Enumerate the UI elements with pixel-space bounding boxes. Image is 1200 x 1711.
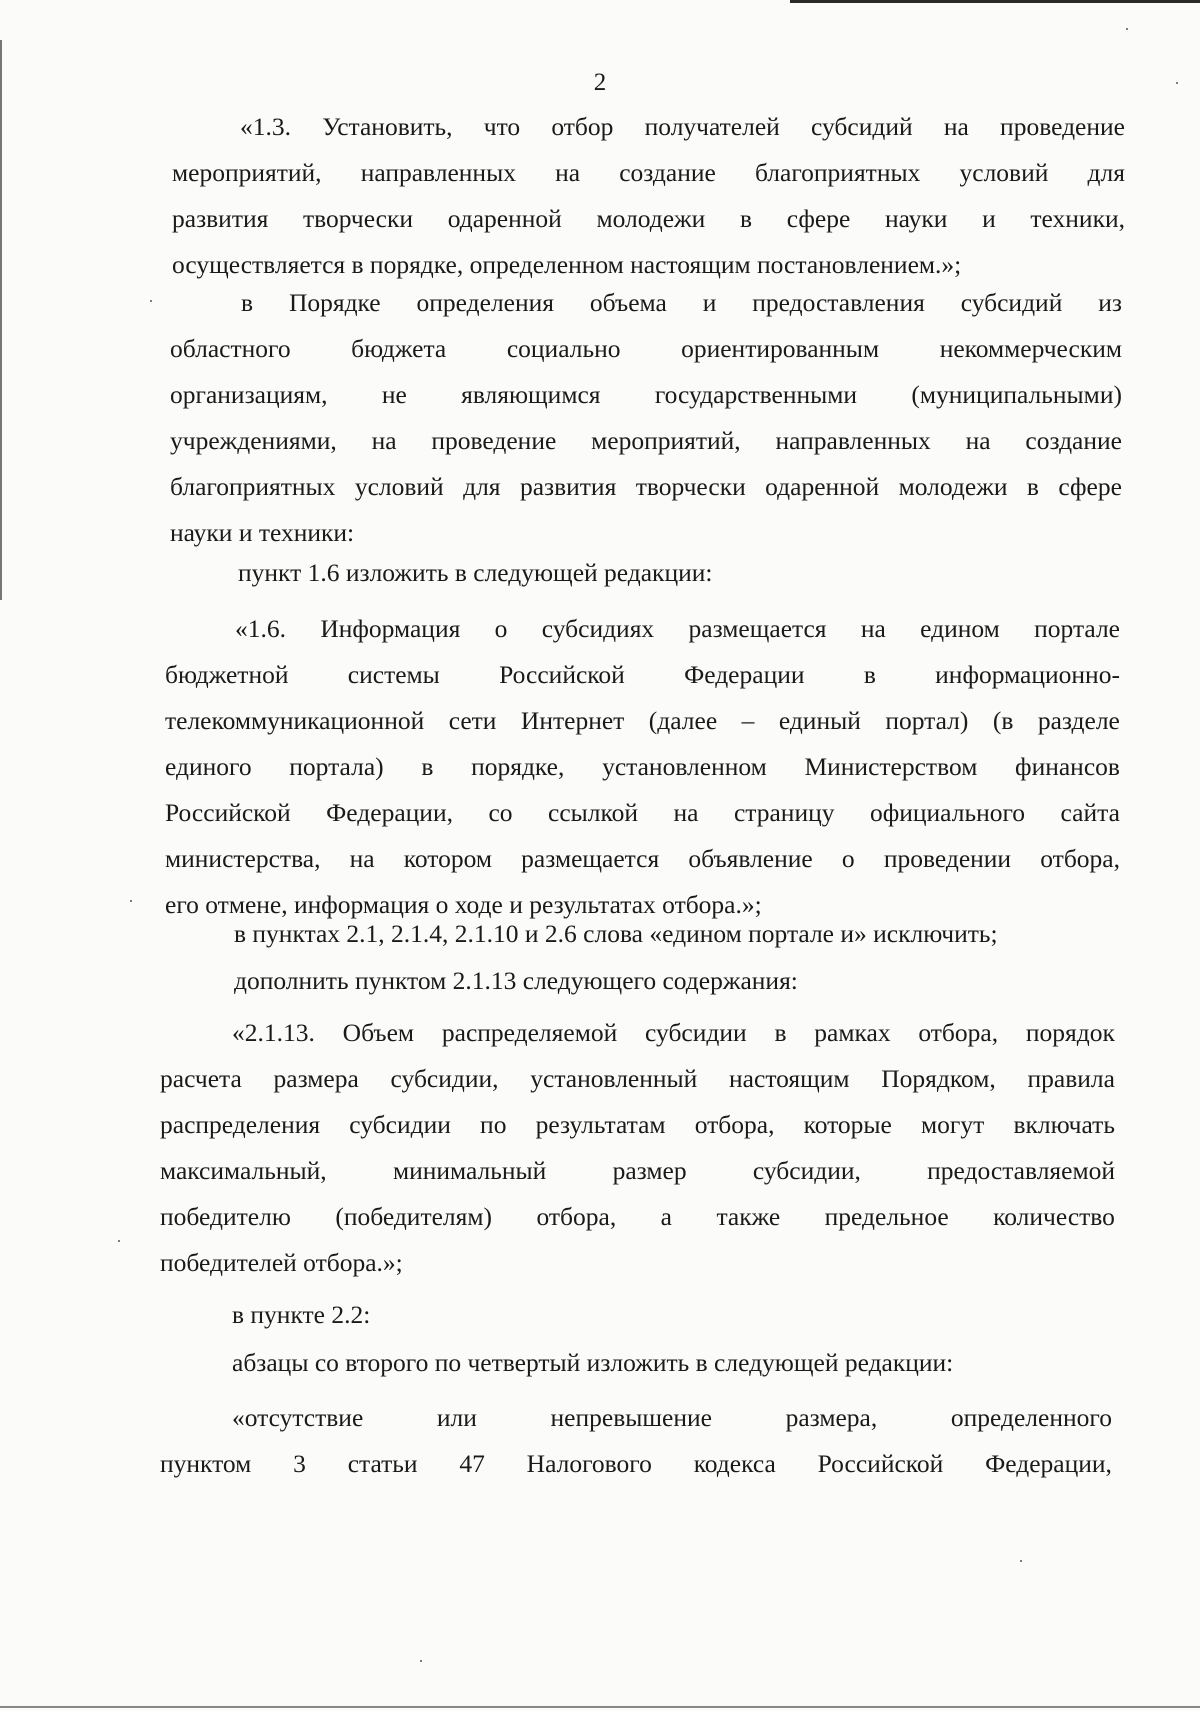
paragraph-line: в пунктах 2.1, 2.1.4, 2.1.10 и 2.6 слова «едином портале и» исключить; <box>234 919 998 948</box>
paragraph-line <box>160 1148 1115 1194</box>
paragraph-line <box>170 418 1122 464</box>
word: и <box>702 288 717 317</box>
word: порядок <box>1025 1018 1115 1047</box>
word: техники, <box>1030 204 1125 233</box>
word: на <box>860 614 886 643</box>
scan-speck <box>130 900 132 902</box>
word: бюджета <box>351 334 447 363</box>
word: «1.3. <box>240 112 291 141</box>
word: мероприятий, <box>591 426 741 455</box>
word: учреждениями, <box>170 426 337 455</box>
word: не <box>381 380 407 409</box>
word: получателей <box>644 112 780 141</box>
word: в <box>421 752 434 781</box>
word: 47 <box>459 1449 485 1478</box>
word: молодежи <box>898 472 1008 501</box>
word: объема <box>589 288 667 317</box>
paragraph-line <box>165 836 1120 882</box>
word: размера, <box>785 1403 878 1432</box>
word: размещается <box>688 614 827 643</box>
word: определенного <box>950 1403 1112 1432</box>
word: отбора, <box>1040 844 1120 873</box>
word: Интернет <box>520 706 625 735</box>
scan-edge-bottom <box>0 1706 1200 1708</box>
word: минимальный <box>392 1156 547 1185</box>
word: субсидии <box>349 1110 451 1139</box>
word: ориентированным <box>681 334 880 363</box>
word: страницу <box>733 798 835 827</box>
word: в <box>774 1018 787 1047</box>
word: о <box>494 614 508 643</box>
word: на <box>349 844 375 873</box>
word: организациям, <box>170 380 328 409</box>
word: (муниципальными) <box>911 380 1122 409</box>
word: установленном <box>602 752 767 781</box>
word: которые <box>803 1110 892 1139</box>
word: творчески <box>303 204 414 233</box>
word: (победителям) <box>335 1202 493 1231</box>
paragraph-line <box>172 150 1125 196</box>
paragraph-line: науки и техники: <box>170 518 355 547</box>
word: Порядком, <box>881 1064 996 1093</box>
word: проведение <box>431 426 557 455</box>
word: объявление <box>688 844 813 873</box>
word: портал) <box>885 706 969 735</box>
word: отбора, <box>694 1110 775 1139</box>
word: на <box>371 426 397 455</box>
word: распределяемой <box>441 1018 618 1047</box>
paragraph-line <box>170 464 1122 510</box>
word: единого <box>165 752 252 781</box>
word: Объем <box>342 1018 415 1047</box>
word: условий <box>959 158 1049 187</box>
word: сайта <box>1060 798 1120 827</box>
word: одаренной <box>447 204 562 233</box>
paragraph-line: пункт 1.6 изложить в следующей редакции: <box>238 558 713 587</box>
word: максимальный, <box>160 1156 327 1185</box>
word: телекоммуникационной <box>165 706 425 735</box>
word: статьи <box>347 1449 418 1478</box>
word: Российской <box>165 798 291 827</box>
word: условий <box>354 472 444 501</box>
word: Налогового <box>526 1449 652 1478</box>
paragraph-line <box>232 1395 1112 1441</box>
word: расчета <box>160 1064 242 1093</box>
scan-speck <box>420 1660 422 1662</box>
paragraph-line <box>160 1056 1115 1102</box>
word: настоящим <box>729 1064 850 1093</box>
scan-speck <box>1126 28 1128 30</box>
word: бюджетной <box>165 660 289 689</box>
word: сети <box>448 706 497 735</box>
word: Установить, <box>322 112 453 141</box>
scan-edge-left <box>0 40 2 600</box>
word: разделе <box>1037 706 1120 735</box>
paragraph-line <box>172 196 1125 242</box>
word: в <box>241 288 254 317</box>
word: субсидии, <box>390 1064 499 1093</box>
word: также <box>716 1202 781 1231</box>
word: установленный <box>530 1064 698 1093</box>
paragraph-line: его отмене, информация о ходе и результатах отбора.»; <box>165 890 762 919</box>
word: предельное <box>824 1202 949 1231</box>
word: субсидий <box>811 112 913 141</box>
word: определения <box>416 288 555 317</box>
word: победителю <box>160 1202 291 1231</box>
word: Министерством <box>804 752 978 781</box>
word: системы <box>347 660 440 689</box>
paragraph-line <box>170 372 1122 418</box>
word: пунктом <box>160 1449 252 1478</box>
word: социально <box>506 334 621 363</box>
word: субсидии <box>645 1018 747 1047</box>
word: Федерации, <box>326 798 453 827</box>
word: для <box>1087 158 1125 187</box>
paragraph-line <box>241 280 1122 326</box>
word: финансов <box>1015 752 1120 781</box>
word: ссылкой <box>548 798 639 827</box>
word: Российской <box>499 660 625 689</box>
word: о <box>841 844 855 873</box>
paragraph-line <box>232 1010 1115 1056</box>
word: едином <box>920 614 1000 643</box>
word: размер <box>612 1156 687 1185</box>
word: – <box>741 706 755 735</box>
word: и <box>982 204 996 233</box>
word: из <box>1098 288 1122 317</box>
word: благоприятных <box>170 472 336 501</box>
word: предоставления <box>752 288 925 317</box>
word: в <box>740 204 753 233</box>
word: на <box>555 158 581 187</box>
paragraph-line <box>160 1194 1115 1240</box>
paragraph-line <box>165 698 1120 744</box>
word: для <box>463 472 501 501</box>
word: предоставляемой <box>927 1156 1115 1185</box>
word: портале <box>1034 614 1120 643</box>
word: на <box>965 426 991 455</box>
word: (в <box>992 706 1014 735</box>
paragraph-line <box>235 606 1120 652</box>
word: сфере <box>1058 472 1122 501</box>
word: развития <box>172 204 269 233</box>
word: непревышение <box>550 1403 712 1432</box>
paragraph-line <box>165 652 1120 698</box>
scan-speck <box>150 300 152 302</box>
word: единый <box>778 706 861 735</box>
word: Федерации, <box>985 1449 1112 1478</box>
word: могут <box>921 1110 985 1139</box>
word: или <box>436 1403 477 1432</box>
word: Федерации <box>684 660 805 689</box>
paragraph-line <box>165 744 1120 790</box>
word: размера <box>273 1064 359 1093</box>
paragraph-line <box>165 790 1120 836</box>
paragraph-line: в пункте 2.2: <box>232 1300 371 1329</box>
word: результатам <box>535 1110 666 1139</box>
paragraph-line: осуществляется в порядке, определенном настоящим постановлением.»; <box>172 250 962 279</box>
scan-speck <box>1020 1560 1022 1562</box>
word: государственными <box>654 380 858 409</box>
word: портала) <box>289 752 384 781</box>
word: «отсутствие <box>232 1403 364 1432</box>
word: проведении <box>883 844 1012 873</box>
paragraph-line: абзацы со второго по четвертый изложить в следующей редакции: <box>232 1348 954 1377</box>
word: субсидиях <box>541 614 655 643</box>
word: порядке, <box>471 752 565 781</box>
word: направленных <box>775 426 931 455</box>
word: одаренной <box>765 472 880 501</box>
word: науки <box>884 204 948 233</box>
word: котором <box>403 844 492 873</box>
word: в <box>863 660 876 689</box>
word: отбора, <box>536 1202 617 1231</box>
word: Порядке <box>288 288 381 317</box>
word: творчески <box>635 472 746 501</box>
word: рамках <box>814 1018 891 1047</box>
word: «2.1.13. <box>232 1018 315 1047</box>
word: мероприятий, <box>172 158 322 187</box>
word: официального <box>869 798 1026 827</box>
word: Информация <box>320 614 461 643</box>
word: областного <box>170 334 291 363</box>
word: кодекса <box>693 1449 776 1478</box>
scan-speck <box>118 1240 120 1242</box>
paragraph-line <box>240 104 1125 150</box>
word: сфере <box>786 204 851 233</box>
word: субсидии, <box>752 1156 861 1185</box>
paragraph-line: победителей отбора.»; <box>160 1248 403 1277</box>
paragraph-line <box>160 1441 1112 1487</box>
word: отбор <box>551 112 614 141</box>
word: по <box>480 1110 507 1139</box>
word: создание <box>1025 426 1122 455</box>
word: 3 <box>293 1449 306 1478</box>
word: отбора, <box>918 1018 999 1047</box>
scan-edge-top <box>790 0 1200 3</box>
word: что <box>483 112 521 141</box>
word: в <box>1026 472 1039 501</box>
paragraph-line <box>170 326 1122 372</box>
paragraph-line <box>160 1102 1115 1148</box>
word: Российской <box>817 1449 944 1478</box>
word: являющимся <box>461 380 601 409</box>
word: направленных <box>360 158 516 187</box>
word: благоприятных <box>754 158 921 187</box>
word: (далее <box>648 706 718 735</box>
word: проведение <box>1000 112 1125 141</box>
word: количество <box>993 1202 1115 1231</box>
word: правила <box>1027 1064 1115 1093</box>
page-number: 2 <box>593 69 607 96</box>
word: министерства, <box>165 844 321 873</box>
word: «1.6. <box>235 614 286 643</box>
word: на <box>943 112 969 141</box>
word: размещается <box>521 844 660 873</box>
word: а <box>660 1202 672 1231</box>
word: молодежи <box>596 204 706 233</box>
word: некоммерческим <box>939 334 1122 363</box>
word: со <box>488 798 513 827</box>
word: субсидий <box>960 288 1063 317</box>
word: создание <box>619 158 716 187</box>
word: распределения <box>160 1110 321 1139</box>
word: развития <box>519 472 617 501</box>
word: информационно- <box>935 660 1120 689</box>
word: включать <box>1013 1110 1115 1139</box>
word: на <box>673 798 699 827</box>
paragraph-line: дополнить пунктом 2.1.13 следующего содержания: <box>234 966 798 995</box>
